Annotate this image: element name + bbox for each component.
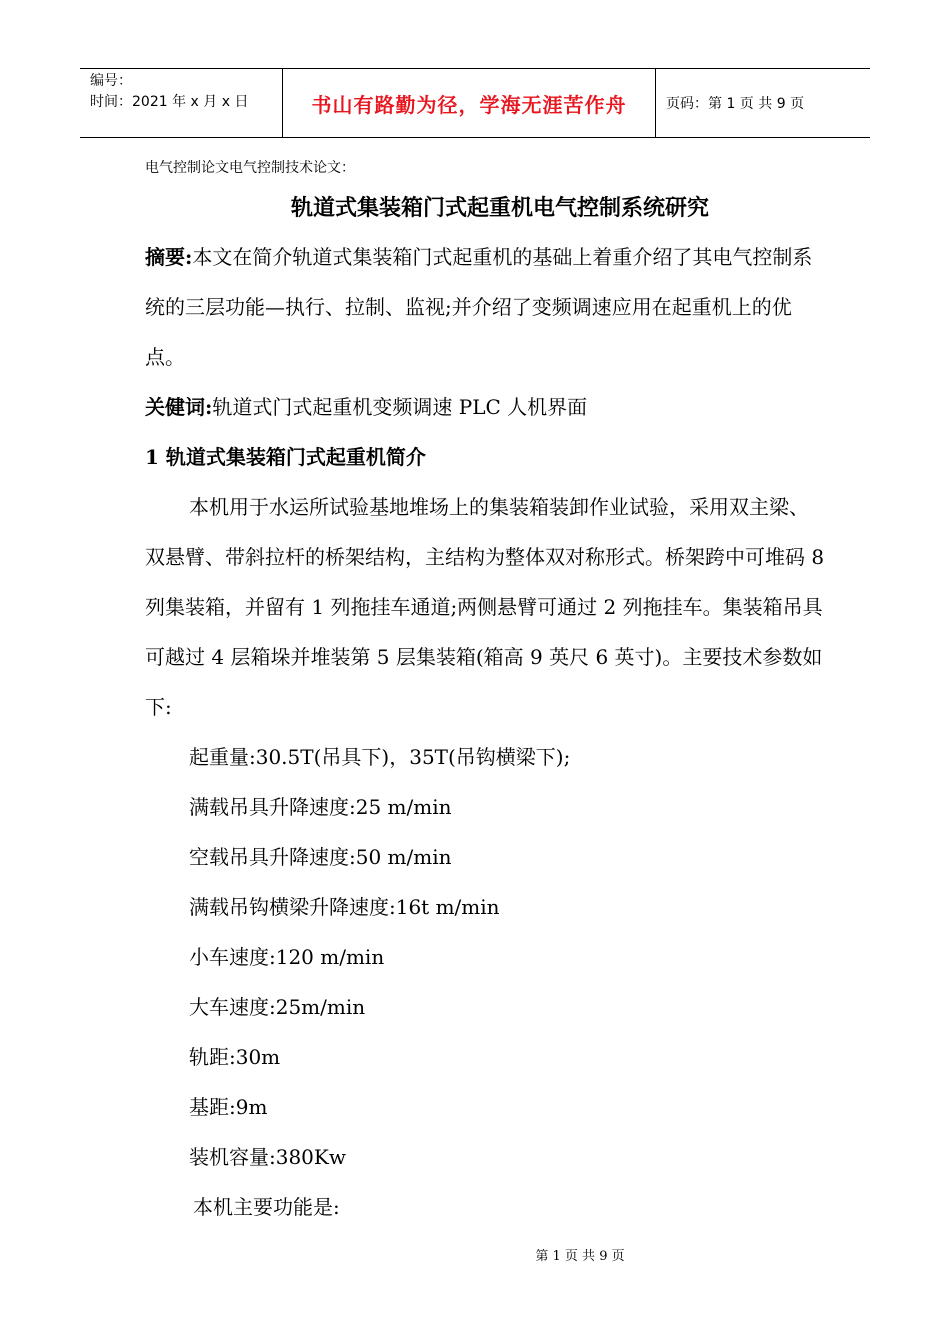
document-header [80, 68, 870, 138]
page-footer: 第 1 页 共 9 页 [535, 1249, 625, 1264]
header-motto: 书山有路勤为径，学海无涯苦作舟 [311, 92, 627, 117]
section-1-paragraph: 本机用于水运所试验基地堆场上的集装箱装卸作业试验，采用双主梁、双悬臂、带斜拉杆的桥架结构，主结构为整体双对称形式。桥架跨中可堆码 8 列集装箱，并留有 1 列拖挂车通道;两侧悬臂可通过 2 列拖挂车。集装箱吊具可越过 4 层箱垛并堆装第 5 层集装箱(箱高 9 英尺 6 英寸)。主要技术参数如下: [145, 495, 825, 719]
param-item: 满载吊具升降速度:25 m/min [189, 795, 452, 819]
param-item: 满载吊钩横梁升降速度:16t m/min [189, 895, 500, 919]
param-item: 大车速度:25m/min [189, 995, 366, 1019]
functions-intro: 本机主要功能是: [193, 1195, 340, 1219]
header-page-info: 页码：第 1 页 共 9 页 [666, 96, 805, 112]
time-label: 时间：2021 年 x 月 x 日 [90, 94, 249, 110]
param-item: 空载吊具升降速度:50 m/min [189, 845, 452, 869]
document-kicker: 电气控制论文电气控制技术论文： [145, 160, 355, 176]
document-title: 轨道式集装箱门式起重机电气控制系统研究 [290, 196, 709, 221]
keywords [145, 382, 825, 432]
keywords-text: 轨道式门式起重机变频调速 PLC 人机界面 [212, 395, 588, 419]
abstract-label: 摘要: [145, 245, 193, 269]
parameter-list [145, 732, 825, 1182]
param-item: 小车速度:120 m/min [189, 945, 385, 969]
param-item: 轨距:30m [189, 1045, 281, 1069]
document-body [145, 158, 825, 1232]
abstract-text: 本文在简介轨道式集装箱门式起重机的基础上着重介绍了其电气控制系统的三层功能—执行、拉制、监视;并介绍了变频调速应用在起重机上的优点。 [145, 245, 813, 369]
keywords-label: 关健词: [145, 395, 213, 419]
param-item: 起重量:30.5T(吊具下)，35T(吊钩横梁下); [189, 745, 571, 769]
param-item: 装机容量:380Kw [189, 1145, 346, 1169]
abstract [145, 232, 825, 382]
header-motto-cell [282, 69, 656, 137]
number-label: 编号： [90, 73, 132, 89]
header-meta [80, 69, 282, 137]
section-1-heading: 1 轨道式集装箱门式起重机简介 [145, 445, 426, 469]
param-item: 基距:9m [189, 1095, 268, 1119]
